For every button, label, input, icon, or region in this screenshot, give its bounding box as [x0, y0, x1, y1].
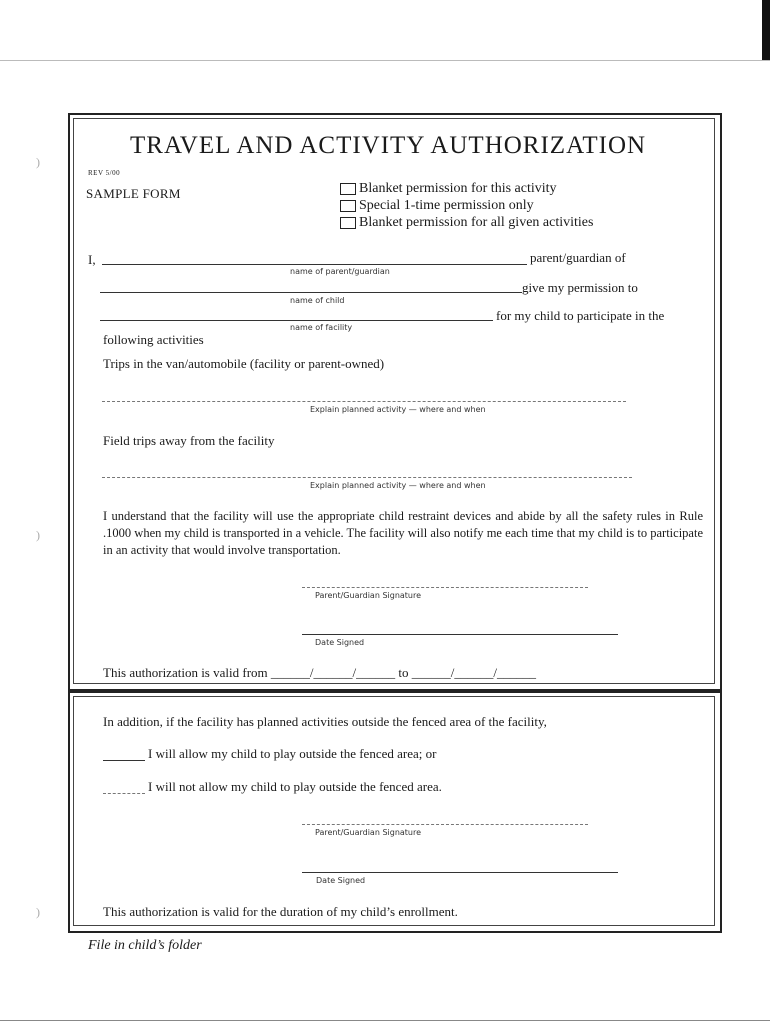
parent-name-field[interactable] — [102, 264, 527, 265]
allow-choice-field[interactable] — [103, 760, 145, 761]
date-signed-field-2[interactable] — [302, 872, 618, 873]
checkbox-option-blanket-activity[interactable] — [340, 181, 557, 197]
checkbox-icon[interactable] — [340, 217, 356, 229]
scan-line-bottom — [0, 1020, 770, 1021]
scan-line-top — [0, 60, 770, 61]
checkbox-label: Special 1-time permission only — [359, 198, 534, 213]
line3-suffix: for my child to participate in the — [496, 308, 665, 323]
parent-name-caption: name of parent/guardian — [290, 267, 390, 276]
date-signed-caption-2: Date Signed — [316, 876, 366, 885]
revision-label: REV 5/00 — [88, 169, 121, 177]
signature-field-2[interactable] — [302, 824, 588, 825]
margin-mark: ) — [36, 528, 40, 542]
checkbox-option-blanket-all[interactable] — [340, 215, 593, 231]
date-signed-caption: Date Signed — [315, 638, 365, 647]
allow-option-label: I will allow my child to play outside the fenced area; or — [148, 746, 437, 761]
not-allow-option-label: I will not allow my child to play outside the fenced area. — [148, 779, 442, 794]
restraint-paragraph: I understand that the facility will use the appropriate child restraint devices and abide by all the safety rules in Rule .1000 when my child is transported in a vehicle. The facility will also notify me each time that my child is to participate in an activity that would involve transportation. — [103, 509, 703, 557]
facility-name-caption: name of facility — [290, 323, 353, 332]
checkbox-label: Blanket permission for this activity — [359, 181, 557, 196]
date-signed-field[interactable] — [302, 634, 618, 635]
facility-name-field[interactable] — [100, 320, 493, 321]
file-in-folder-note: File in child’s folder — [88, 938, 202, 953]
field-trips-label: Field trips away from the facility — [103, 433, 275, 448]
margin-mark: ) — [36, 155, 40, 169]
not-allow-choice-field[interactable] — [103, 793, 145, 794]
trips-explain-field[interactable] — [102, 401, 626, 402]
checkbox-option-special-one-time[interactable] — [340, 198, 534, 214]
signature-caption: Parent/Guardian Signature — [315, 591, 422, 600]
valid-duration-line: This authorization is valid for the duration of my child’s enrollment. — [103, 904, 458, 919]
sample-form-label: SAMPLE FORM — [86, 186, 181, 201]
child-name-caption: name of child — [290, 296, 345, 305]
form-title: TRAVEL AND ACTIVITY AUTHORIZATION — [130, 132, 647, 159]
line1-prefix: I, — [88, 252, 96, 267]
checkbox-icon[interactable] — [340, 183, 356, 195]
margin-mark: ) — [36, 905, 40, 919]
line1-suffix: parent/guardian of — [530, 250, 626, 265]
child-name-field[interactable] — [100, 292, 522, 293]
checkbox-icon[interactable] — [340, 200, 356, 212]
fenced-area-intro: In addition, if the facility has planned activities outside the fenced area of the facility, — [103, 714, 547, 729]
checkbox-label: Blanket permission for all given activities — [359, 215, 594, 230]
field-trips-explain-caption: Explain planned activity — where and when — [310, 481, 486, 490]
valid-from-line: This authorization is valid from ______/______/______ to ______/______/______ — [103, 665, 536, 680]
trips-explain-caption: Explain planned activity — where and when — [310, 405, 486, 414]
fenced-area-box-inner — [73, 696, 715, 926]
line2-suffix: give my permission to — [522, 280, 638, 295]
signature-caption-2: Parent/Guardian Signature — [315, 828, 422, 837]
signature-field[interactable] — [302, 587, 588, 588]
trips-label: Trips in the van/automobile (facility or parent-owned) — [103, 356, 385, 371]
scan-edge-mark — [762, 0, 770, 60]
field-trips-explain-field[interactable] — [102, 477, 632, 478]
following-activities-label: following activities — [103, 332, 204, 347]
